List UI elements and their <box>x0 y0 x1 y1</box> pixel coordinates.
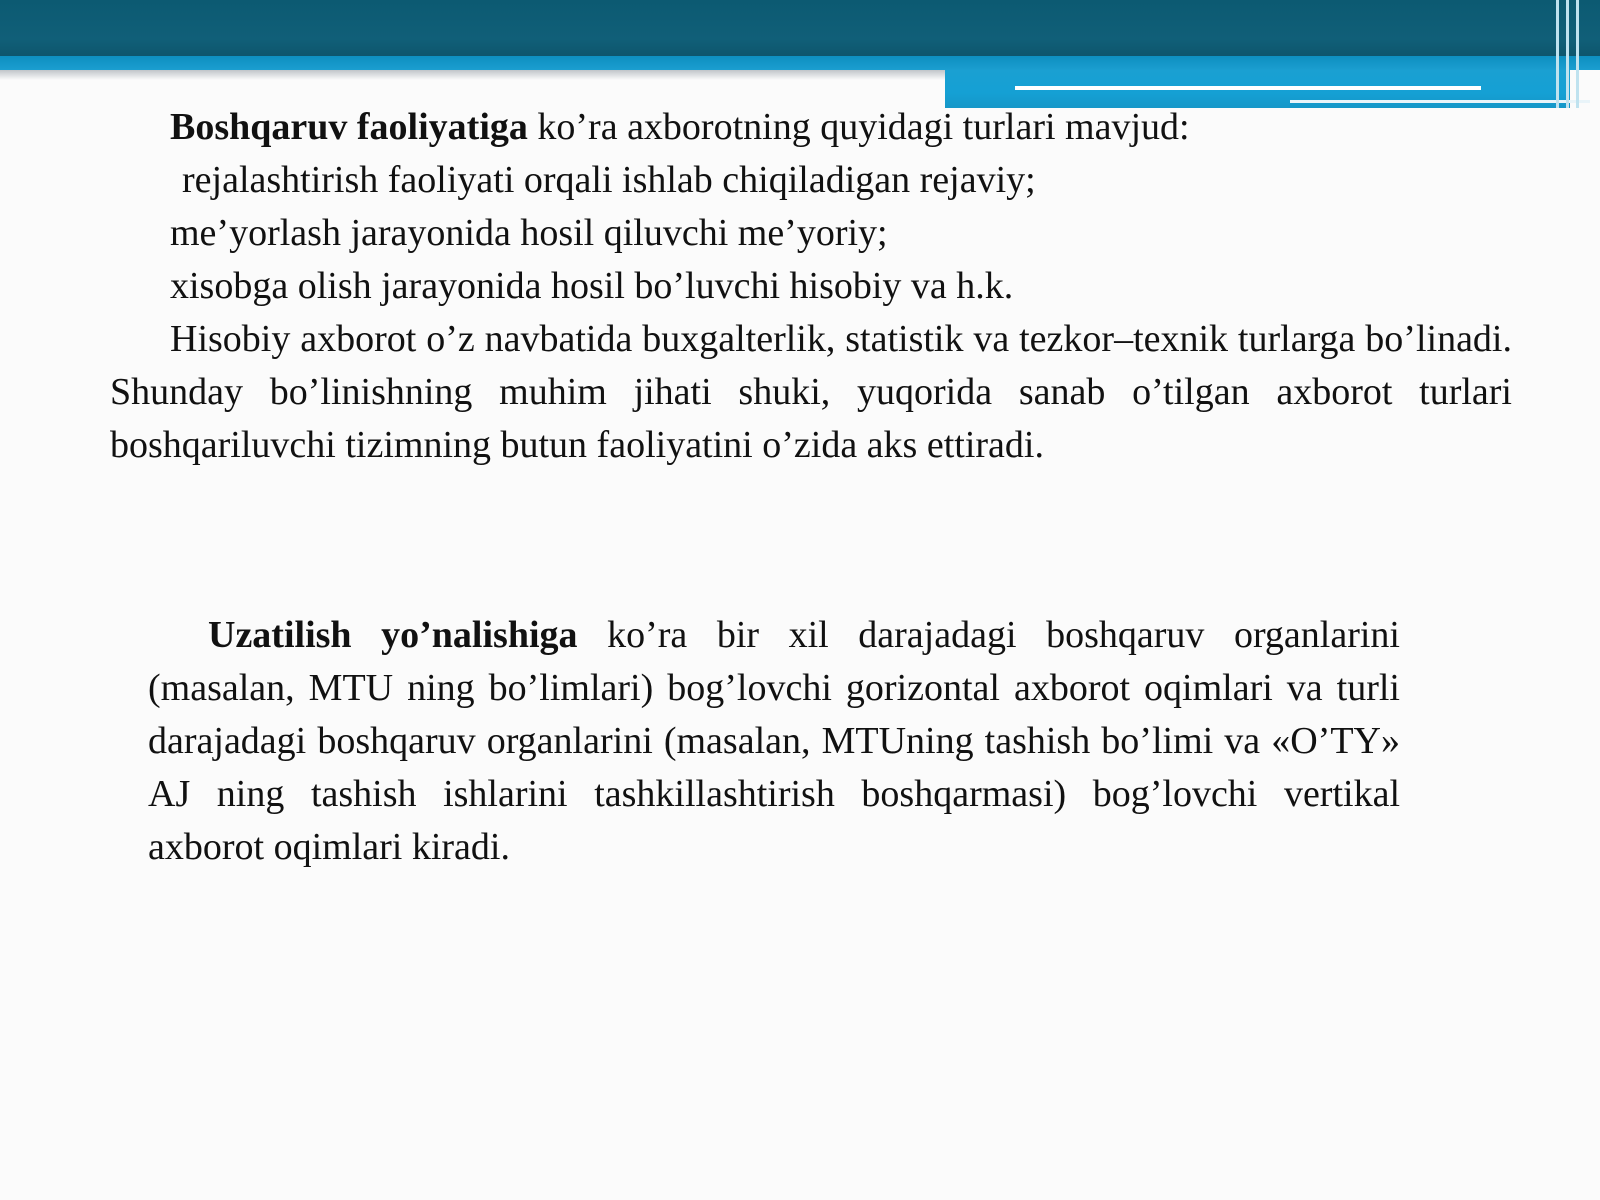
header-band <box>0 0 1600 56</box>
transmission-bold-term: Uzatilish yo’nalishiga <box>208 614 578 656</box>
header-edge-line <box>1556 0 1559 108</box>
list-item-normative: me’yorlash jarayonida hosil qiluvchi me’yoriy; <box>170 212 888 254</box>
intro-text: ko’ra axborotning quyidagi turlari mavjud: <box>527 106 1190 148</box>
management-activity-section <box>110 101 1512 472</box>
list-item-planning: rejalashtirish faoliyati orqali ishlab chiqiladigan rejaviy; <box>182 159 1036 201</box>
header-stripe <box>0 56 1600 70</box>
intro-line <box>110 101 1512 154</box>
list-item-accounting: xisobga olish jarayonida hosil bo’luvchi hisobiy va h.k. <box>170 265 1014 307</box>
transmission-direction-paragraph <box>148 609 1400 874</box>
intro-bold-term: Boshqaruv faoliyatiga <box>170 106 528 148</box>
header-tab-line <box>1015 86 1481 90</box>
header-shadow <box>0 70 945 80</box>
transmission-text: ko’ra bir xil darajadagi boshqaruv organlarini (masalan, MTU ning bo’limlari) bog’lovchi gorizontal axborot oqimlari va turli darajadagi boshqaruv organlarini (masalan, MTUning tashish bo’limi va «O’TY» AJ ning tashish ishlarini tashkillashtirish boshqarmasi) bog’lovchi vertikal axborot oqimlari kiradi. <box>148 614 1400 868</box>
header-edge-line <box>1576 0 1579 108</box>
header-edge-line <box>1566 0 1569 108</box>
accounting-info-paragraph: Hisobiy axborot o’z navbatida buxgalterlik, statistik va tezkor–texnik turlarga bo’linadi. Shunday bo’linishning muhim jihati shuki, yuqorida sanab o’tilgan axborot turlari boshqariluvchi tizimning butun faoliyatini o’zida aks ettiradi. <box>110 318 1512 466</box>
